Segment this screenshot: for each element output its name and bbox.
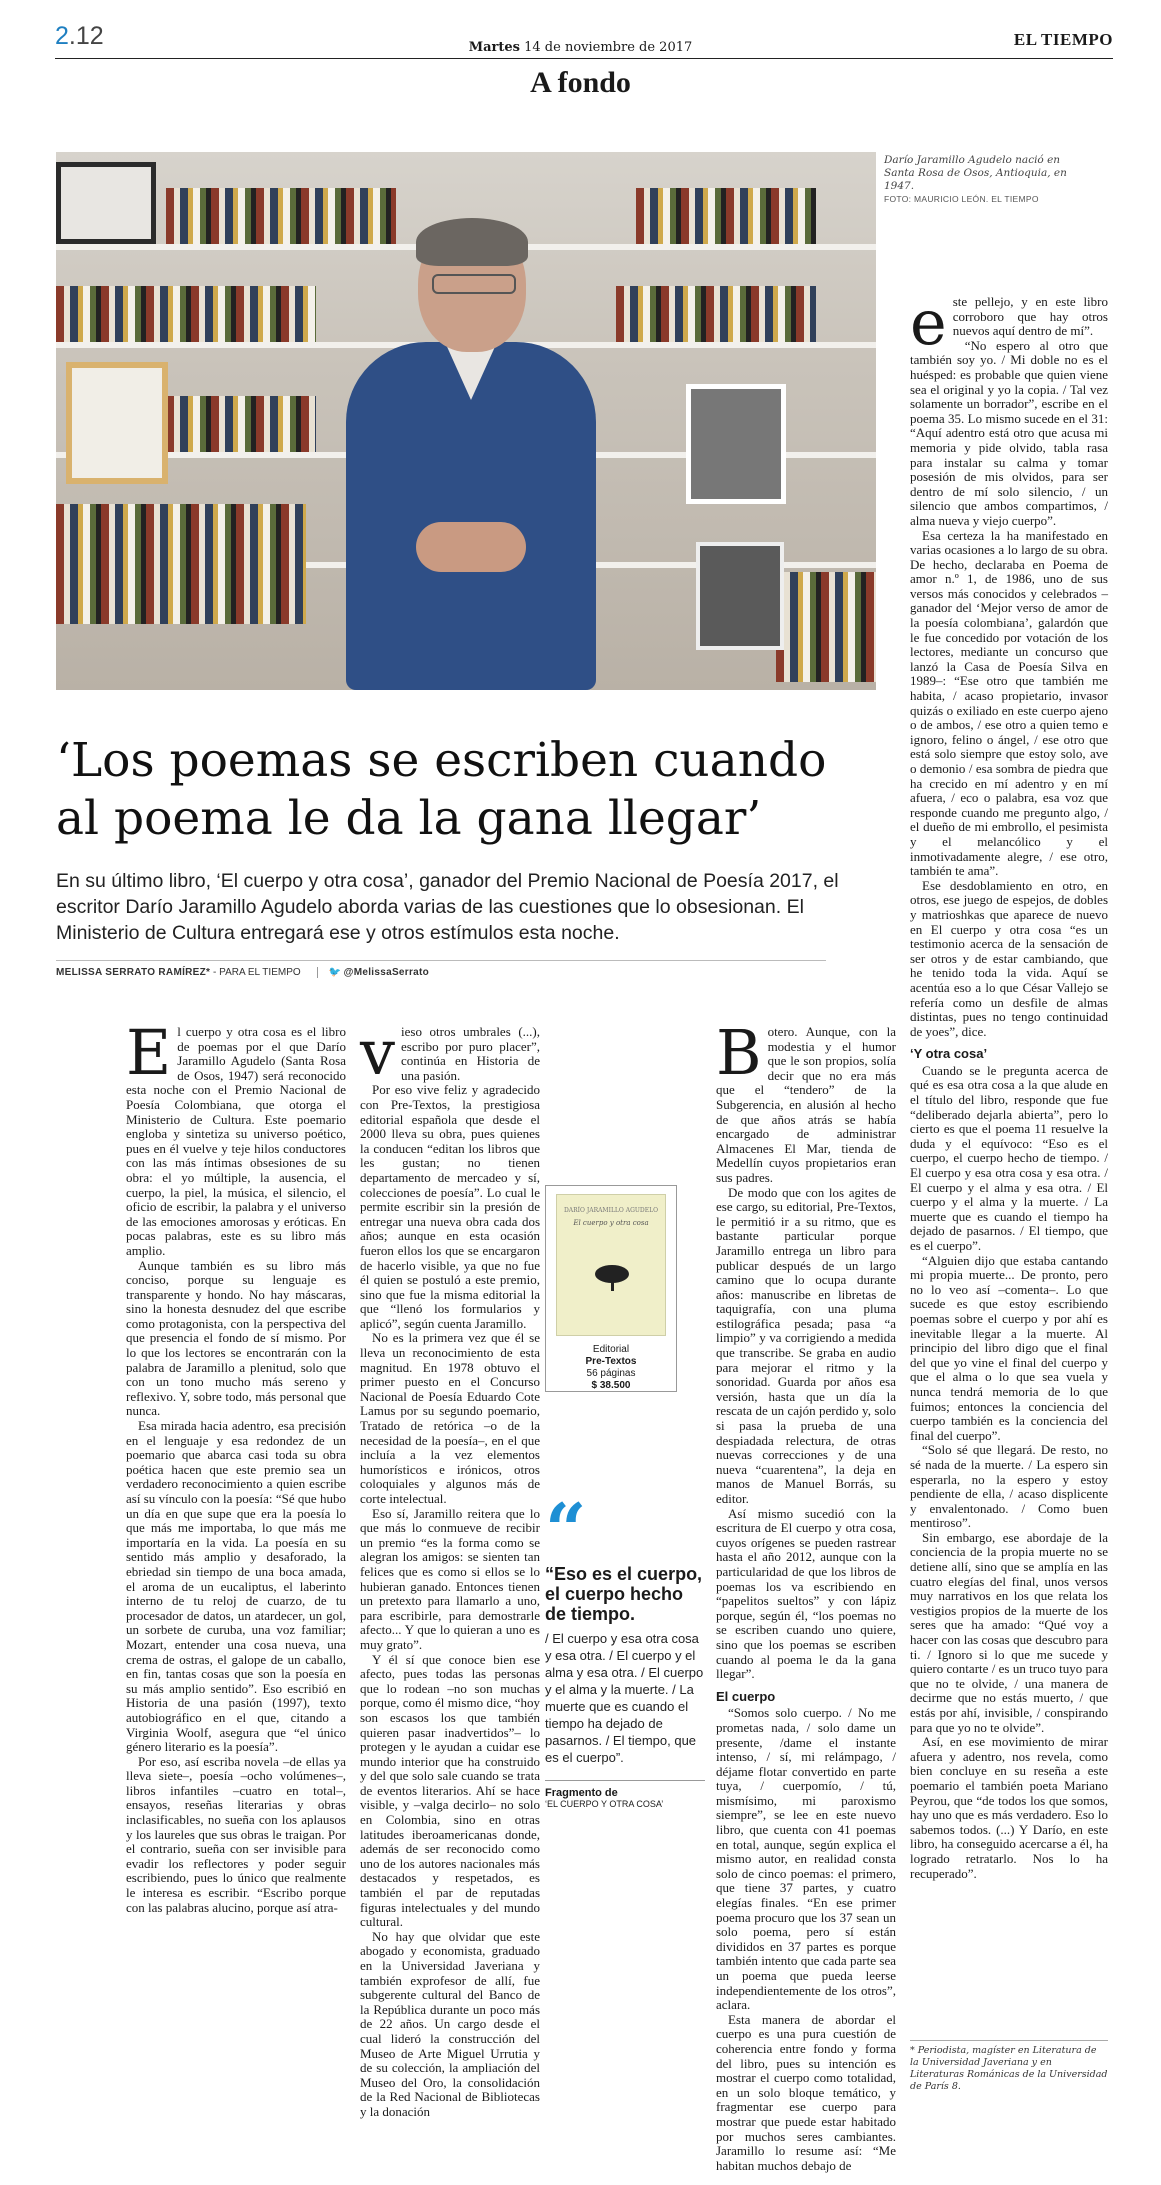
paragraph: No hay que olvidar que este abogado y economista, graduado en la Universidad Javeriana y también exprofesor de allí, fue subgerente cultural del Banco de la República durante un poco más de 22 años. Un cargo desde el cual lideró la construcción del Museo de Arte Miguel Urrutia y de su colección, la ampliación del Museo del Oro, la consolidación de la Red Nacional de Bibliotecas y la donación bbox=[360, 1928, 540, 2119]
paragraph: Por eso vive feliz y agradecido con Pre-Textos, la prestigiosa editorial española que desde el 2000 lleva su obra, pues quienes la conducen “editan los libros que les gustan; no tienen departamento de mercadeo y sí, colecciones de poesía”. Lo cual le permite escribir sin la presión de entregar una nueva obra cada dos años; aunque en esta ocasión fueron ellos los que se encargaron de hacerlo visible, ya que no fue él quien se postuló a este premio, sino que fue la misma editorial la que “llenó los formularios y aplicó”, según cuenta Jaramillo. bbox=[360, 1082, 540, 1331]
publisher-label: Editorial bbox=[592, 1344, 630, 1355]
paragraph: Esta manera de abordar el cuerpo es una pura cuestión de coherencia entre fondo y forma del libro, pues su intención es mostrar el cuerpo como totalidad, en un solo bloque temático, y fragmentar ese cuerpo para mostrar que puede estar habitado por muchos seres cambiantes. Jaramillo lo resume así: “Me habitan muchos debajo de bbox=[716, 2011, 896, 2173]
paragraph: Así, en ese movimiento de mirar afuera y adentro, nos revela, como bien concluye en su reseña a este poemario el también poeta Mariano Peyrou, que “de todos los que somos, hay uno que es más verdadero. Eso lo sabemos todos. (...) Y Darío, en este libro, ha conseguido acercarse a él, ha logrado retratarlo. Nos lo ha recuperado”. bbox=[910, 1734, 1108, 1881]
subheading: El cuerpo bbox=[716, 1688, 776, 1704]
framed-picture bbox=[686, 384, 786, 504]
article-column-4 bbox=[716, 1016, 896, 2173]
paragraph: vieso otros umbrales (...), escribo por puro placer”, continúa en Historia de una pasión. bbox=[360, 1016, 540, 1089]
byline: MELISSA SERRATO RAMÍREZ* - PARA EL TIEMPO 🐦 @MelissaSerrato bbox=[56, 967, 430, 978]
byline-rule bbox=[56, 960, 826, 961]
portrait-photo bbox=[696, 542, 784, 650]
paragraph: Botero. Aunque, con la modestia y el humor que le son propios, solía decir que no era más que el “tendero” de la Subgerencia, en alusión al hecho de que años atrás se había encargado de administrar Almacenes El Mar, tienda de Medellín cuyos propietarios eran sus padres. bbox=[716, 1016, 896, 1185]
twitter-handle[interactable]: 🐦 @MelissaSerrato bbox=[317, 967, 429, 978]
quote-mark-icon: “ bbox=[545, 1487, 587, 1572]
article-column-1 bbox=[126, 1016, 346, 1915]
framed-picture bbox=[56, 162, 156, 244]
paragraph: “Alguien dijo que estaba cantando mi propia muerte... De pronto, pero no lo veo así –comenta–. Lo que sucede es que estoy escribiendo poemas sobre el cuerpo y por ahí es inevitable llegar a la muerte. Al principio del libro digo que el final del que yo vine el final del cuerpo y que el alma o lo que sea vuela y nunca tendrá memoria de lo que fuimos; entonces la conciencia del cuerpo también es la conciencia del final del cuerpo”. bbox=[910, 1252, 1108, 1443]
newspaper-brand: EL TIEMPO bbox=[1013, 30, 1113, 49]
paragraph: “Somos solo cuerpo. / No me prometas nada, / solo dame un presente, /dame el instante intenso, / sí, mi relámpago, / déjame flotar convertido en parte tuya, / cuerpomío, / tú, mismísimo, mi paroxismo siempre”, se lee en este nuevo libro, que cuenta con 41 poemas en total, aunque, según explica el mismo autor, en realidad consta solo de cinco poemas: el primero, que tiene 37 partes, y cuatro elegías finales. “En ese primer poema procuro que los 37 sean un solo poema, pero sí están divididos en 37 partes es porque también intento que cada parte sea un poema que pueda leerse independientemente de los otros”, aclara. bbox=[716, 1705, 896, 2013]
page-count: 56 páginas bbox=[586, 1368, 636, 1379]
paragraph: Por eso, así escriba novela –de ellas ya lleva siete–, poesía –ocho volúmenes–, libros infantiles –cuatro en total–, ensayos, reseñas literarias y obras inclasificables, no sueña con los aplausos y los laureles que sus obras le traigan. Por el contrario, sueña con ser invisible para evadir los reflectores y poder seguir escribiendo, pues lo único que realmente le interesa es escribir. “Escribo porque con las palabras alucino, porque así atra- bbox=[126, 1753, 346, 1915]
issue-date: Martes 14 de noviembre de 2017 bbox=[468, 40, 693, 55]
paragraph: Sin embargo, ese abordaje de la conciencia de la propia muerte no se detiene allí, sino que se amplía en las cuatro elegías del final, unos versos muy narrativos en los que relata los vestigios propios de la muerte de los seres que ha amado: “Qué voy a hacer con las cosas que descubro para ti. / Ignoro si lo que me sucede y quiero contarte / es un truco tuyo para que no te olvide, / una manera de decirme que no estás muerto, / que estás por ahí, invisible, / conspirando para que yo no te olvide”. bbox=[910, 1529, 1108, 1735]
subheading: ‘Y otra cosa’ bbox=[910, 1046, 988, 1062]
pull-quote-body: / El cuerpo y esa otra cosa y esa otra. / El cuerpo y el alma y esa otra. / El cuerpo y el alma y la muerte. / La muerte que es cuando el tiempo ha dejado de pasarnos. / El tiempo, que es el cuerpo”. bbox=[545, 1631, 704, 1765]
page-number: 2.12 bbox=[55, 22, 104, 50]
author-photo bbox=[56, 152, 876, 690]
paragraph: Y él sí que conoce bien ese afecto, pues todas las personas que lo rodean –no son muchas porque, como él mismo dice, “hoy son escasos los que también quieren pasar inadvertidos”– lo protegen y le ayudan a cuidar ese mundo interior que ha construido y del que solo sale cuando se trata de eventos literarios. Ahí se hace visible, y –valga decirlo– no solo en Colombia, sino en otras latitudes iberoamericanas donde, además de ser reconocido como uno de los autores nacionales más destacados y respetados, es también el par de reputadas figuras intelectuales y del mundo cultural. bbox=[360, 1651, 540, 1930]
paragraph: Ese desdoblamiento en otro, en otros, ese juego de espejos, de dobles y matrioshkas que aparece de nuevo en El cuerpo y otra cosa “es un testimonio acerca de la sensación de ser otros y de estar cambiando, que he tenido toda la vida. Aquí se acentúa eso a lo que César Vallejo se refería como un desfile de almas distintas, pues no tengo continuidad de yoes”, dice. bbox=[910, 877, 1108, 1039]
article-column-5 bbox=[910, 286, 1108, 1881]
header-rule bbox=[55, 58, 1113, 59]
photo-credit: FOTO: MAURICIO LEÓN. EL TIEMPO bbox=[884, 194, 1039, 204]
book-info-box bbox=[545, 1185, 677, 1392]
paragraph: Aunque también es su libro más conciso, porque su lenguaje es transparente y hondo. No hay máscaras, sino la honesta desnudez del que escribe como protagonista, con la perspectiva del que presencia el fondo de sí mismo. Por lo que los lectores se encontrarán con la palabra de Jaramillo a plenitud, solo que con un tono mucho más sereno y reflexivo. Y, sobre todo, más personal que nunca. bbox=[126, 1257, 346, 1419]
author-footnote: * Periodista, magíster en Literatura de la Universidad Javeriana y en Literaturas Románicas de la Universidad de París 8. bbox=[910, 2040, 1108, 2093]
book-price: $ 38.500 bbox=[591, 1380, 631, 1391]
paragraph: “No espero al otro que también soy yo. / Mi doble no es el huésped: es probable que quien viene sea el original y yo la copia. / Tal vez solamente un borrador”, escribe en el poema 35. Lo mismo sucede en el 31: “Aquí adentro está otro que acusa mi memoria y pide olvido, tabla rasa para instalar su calma y tomar posesión de mis olvidos, para ser dentro de mí solo silencio, / un silencio que ambos compartimos, / alma nueva y viejo cuerpo”. bbox=[910, 337, 1108, 528]
paragraph: El cuerpo y otra cosa es el libro de poemas por el que Darío Jaramillo Agudelo (Santa Rosa de Osos, 1947) será reconocido esta noche con el Premio Nacional de Poesía Colombiana, que otorga el Ministerio de Cultura. Este poemario engloba y sintetiza su universo poético, pues en él vuelve y teje hilos conductores con las más íntimas obsesiones de su obra: el yo múltiple, la ausencia, el cuerpo, la piel, la música, el silencio, el oficio de escribir, la palabra y el universo de las emociones amorosas y eróticas. En pocas palabras, este es su libro más amplio. bbox=[126, 1016, 346, 1258]
paragraph: Esa certeza la ha manifestado en varias ocasiones a lo largo de su obra. De hecho, declaraba en Poema de amor n.º 1, de 1986, uno de sus versos más conocidos y celebrados –ganador del ‘Mejor verso de amor de la poesía colombiana’, galardón que le fue concedido por votación de los lectores, mediante un concurso que lanzó la Casa de Poesía Silva en 1989–: “Ese otro que también me habita, / acaso propietario, invasor quizás o exiliado en este cuerpo ajeno o de ambos, / ese otro a quien temo e ignoro, felino o ángel, / ese otro que está solo siempre que estoy solo, ave o demonio / esa sombra de piedra que ha crecido en mí adentro y en mí afuera, / eco o palabra, esa voz que responde cuando me pregunto algo, / el dueño de mi embrollo, el pesimista y el melancólico y el inmotivadamente alegre, / ese otro, también te ama”. bbox=[910, 527, 1108, 879]
article-column-2 bbox=[360, 1016, 540, 2120]
pull-quote-lead: “Eso es el cuerpo, el cuerpo hecho de tiempo. bbox=[545, 1564, 703, 1624]
headline: ‘Los poemas se escriben cuando al poema le da la gana llegar’ bbox=[56, 733, 827, 846]
book-cover: DARÍO JARAMILLO AGUDELO El cuerpo y otra cosa bbox=[556, 1194, 666, 1336]
paragraph: Esa mirada hacia adentro, esa precisión en el lenguaje y esa redondez de un poemario que abarca casi toda su obra poética hacen que este premio sea un verdadero reconocimiento a quien escribe así su vínculo con la poesía: “Sé que hubo un día en que supe que era la poesía lo que más me importaba, lo que más me importaría en la vida. La poesía en su sentido más amplio y desaforado, la ebriedad sin tiempo de una boca amada, el aroma de un eucaliptus, el laberinto interno de tu reloj de cuarzo, de tu procesador de datos, un atardecer, un gol, un sorbete de curuba, una voz familiar; Mozart, entender una cosa nueva, una crema de ostras, el galope de un caballo, en fin, tantas cosas que son la poesía en su más amplio sentido”. Eso escribió en Historia de una pasión (1997), texto autobiográfico en el que, citando a Virginia Woolf, asegura que “el único género literario es la poesía”. bbox=[126, 1418, 346, 1755]
pull-quote bbox=[545, 1487, 705, 1809]
publisher: Pre-Textos bbox=[585, 1356, 637, 1367]
paragraph: Así mismo sucedió con la escritura de El cuerpo y otra cosa, cuyos orígenes se pueden rastrear hasta el año 2012, aunque con la particularidad de que los libros de poemas los va escribiendo en “papelitos sueltos” y con lápiz porque, según él, “los poemas no se escriben cuando uno quiere, sino que los poemas se escriben cuando al poema le da la gana llegar”. bbox=[716, 1505, 896, 1682]
paragraph: De modo que con los agites de ese cargo, su editorial, Pre-Textos, le permitió ir a su ritmo, que es bastante particular porque Jaramillo entrega un libro para publicar después de un largo camino que lo ocupa durante años: manuscribe en libretas de taquigrafía, con una pluma estilográfica pesada; pasa “a limpio” y va corrigiendo a medida que transcribe. Se graba en audio para mejorar el ritmo y la sonoridad. Guarda por años esa versión, hasta que un día la rescata de un cajón perdido y, solo si pasa la prueba de una despiadada relectura, de otras nuevas correcciones y de una nueva “cuarentena”, la deja en manos de Manuel Borrás, su editor. bbox=[716, 1184, 896, 1506]
framed-picture bbox=[66, 362, 168, 484]
paragraph: No es la primera vez que él se lleva un reconocimiento de esta magnitud. En 1978 obtuvo el primer puesto en el Concurso Nacional de Poesía Eduardo Cote Lamus por su segundo poemario, Tratado de retórica –o de la necesidad de la poesía–, en el que incluía a la vez elementos humorísticos e irónicos, otros coloquiales y algunos más de corte intelectual. bbox=[360, 1330, 540, 1506]
deck: En su último libro, ‘El cuerpo y otra cosa’, ganador del Premio Nacional de Poesía 2017, el escritor Darío Jaramillo Agudelo aborda varias de las cuestiones que lo obsesionan. El Ministerio de Cultura entregará ese y otros estímulos esta noche. bbox=[56, 870, 839, 944]
author-figure bbox=[346, 222, 596, 690]
pull-quote-source: Fragmento de ‘EL CUERPO Y OTRA COSA’ bbox=[545, 1780, 705, 1809]
paragraph: “Solo sé que llegará. De resto, no sé nada de la muerte. / La espero sin esperarla, no la espero y estoy pendiente de ella, / acaso displicente y envalentonado. / Como buen mentiroso”. bbox=[910, 1442, 1108, 1531]
paragraph: Cuando se le pregunta acerca de qué es esa otra cosa a la que alude en el título del libro, responde que fue “deliberado dejarla abierta”, pero lo cierto es que el poema 11 resuelve la duda y el equívoco: “Eso es el cuerpo, el cuerpo hecho de tiempo. / El cuerpo y esa otra cosa y esa otra. / El cuerpo y el alma y esa otra. / El cuerpo y el alma y la muerte. / La muerte que es cuando el tiempo ha dejado de pasarnos. / El tiempo, que es el cuerpo”. bbox=[910, 1062, 1108, 1253]
photo-caption: Darío Jaramillo Agudelo nació en Santa Rosa de Osos, Antioquia, en 1947. FOTO: MAURICIO LEÓN. EL TIEMPO bbox=[884, 154, 1074, 206]
paragraph: este pellejo, y en este libro corroboro que hay otros nuevos aquí dentro de mí”. bbox=[910, 286, 1108, 359]
section-title: A fondo bbox=[530, 66, 631, 99]
paragraph: Eso sí, Jaramillo reitera que lo que más lo conmueve de recibir un premio “es la forma como se alegran los amigos: se sienten tan felices que es como si ellos se lo hubieran ganado. Entonces tienen un pretexto para llamarlo a uno, para escribirle, para demostrarle afecto... Y que lo quieran a uno es muy grato”. bbox=[360, 1505, 540, 1652]
